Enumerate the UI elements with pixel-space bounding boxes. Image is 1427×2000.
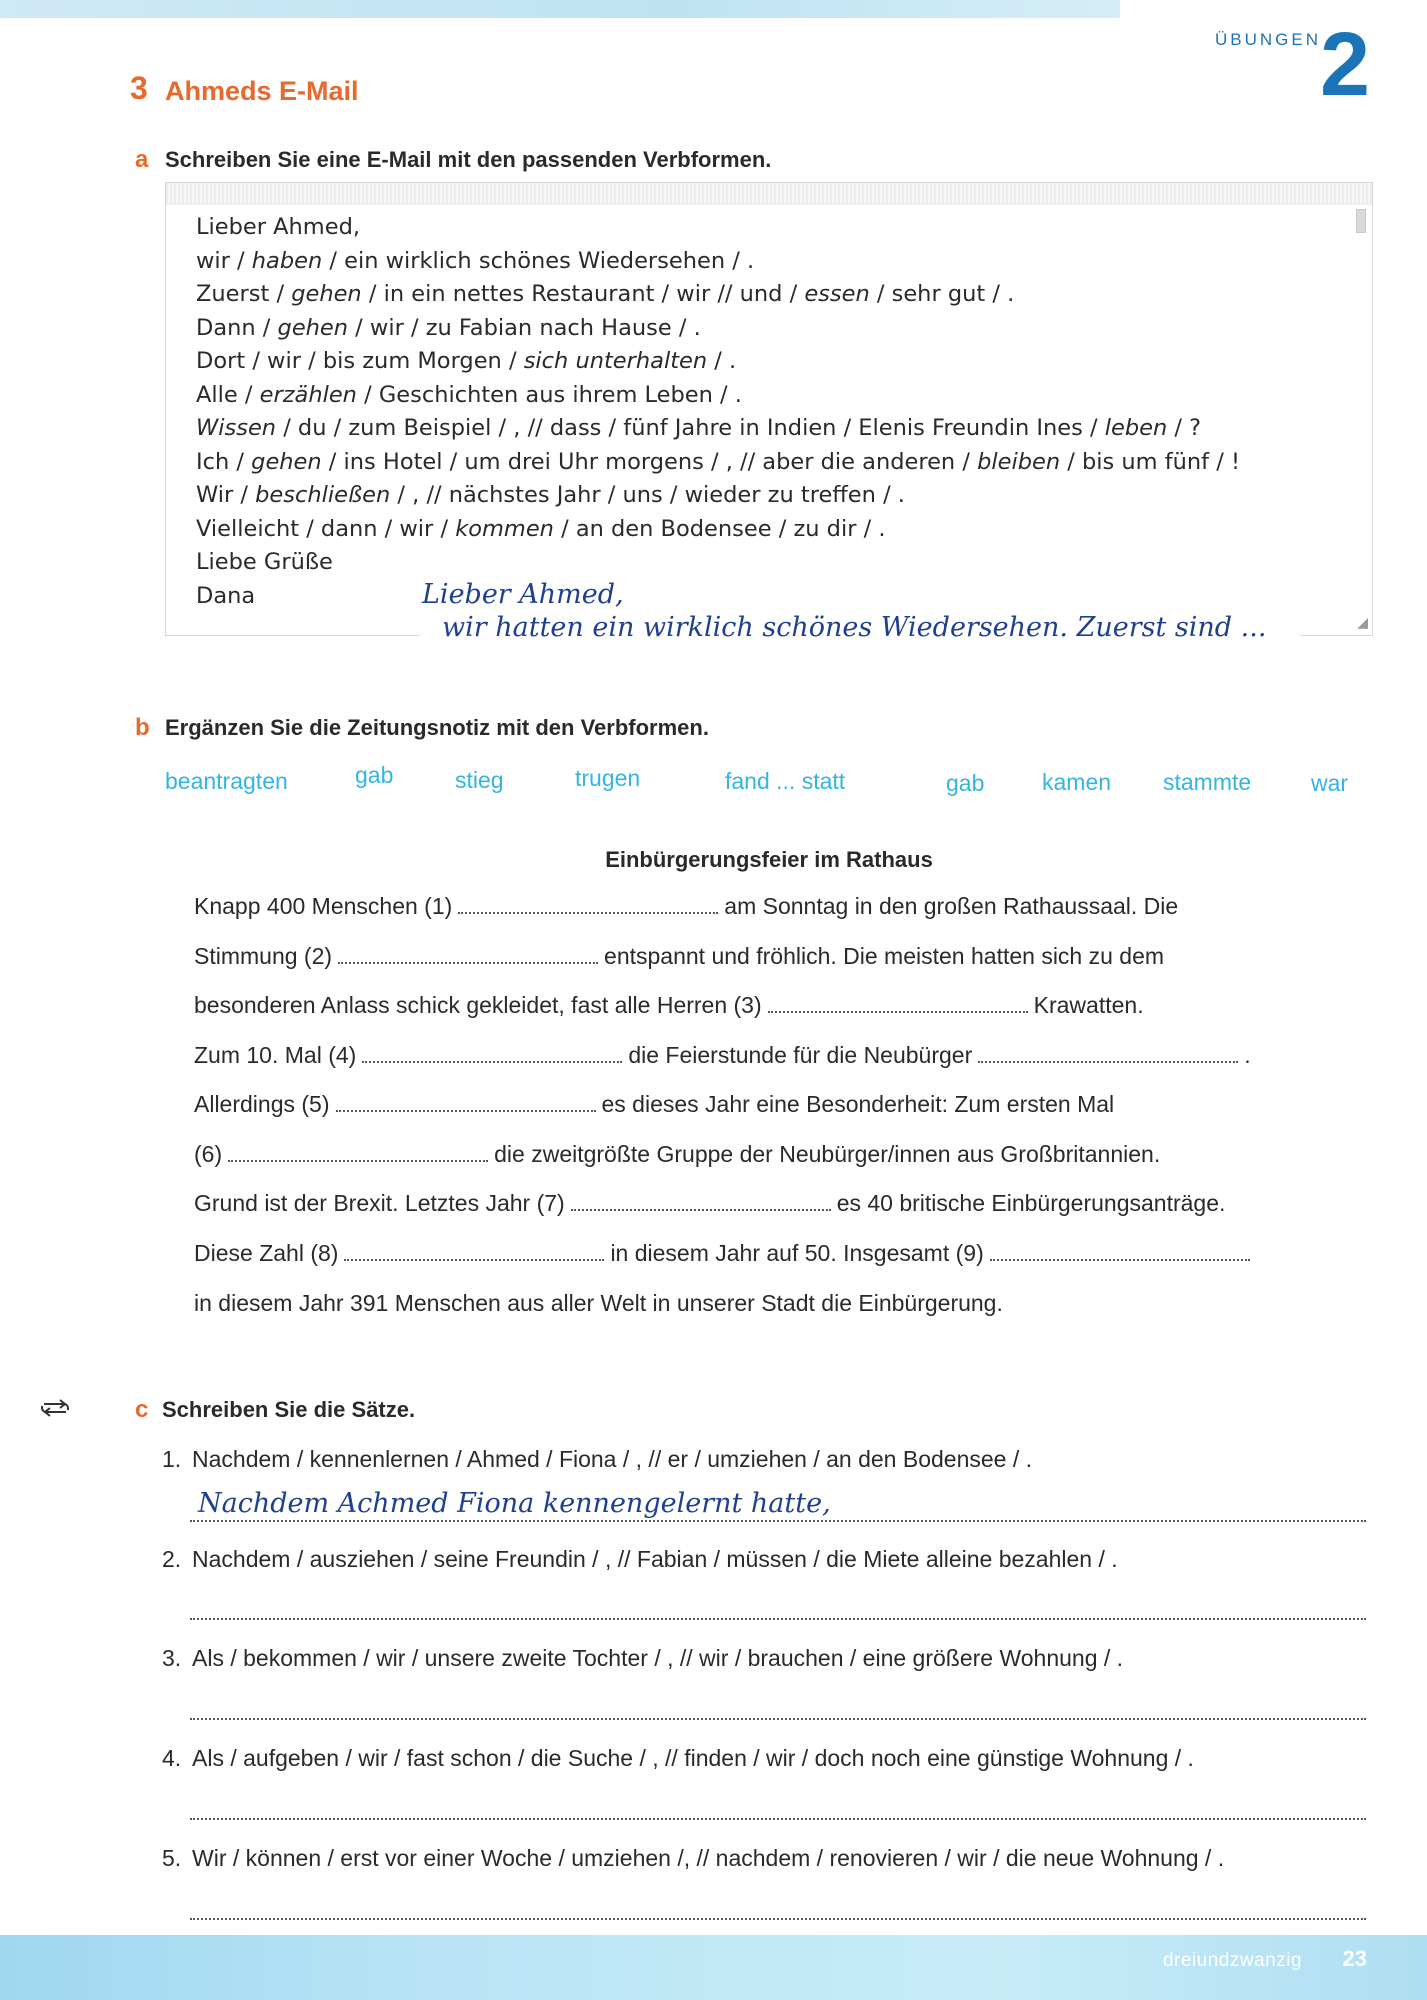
sentence-text: Wir / können / erst vor einer Woche / umziehen /, // nachdem / renovieren / wir / die neue Wohnung / . bbox=[192, 1845, 1225, 1871]
page-number-word: dreiundzwanzig bbox=[1162, 1950, 1302, 1971]
fill-in-blank[interactable] bbox=[362, 1043, 622, 1063]
email-line bbox=[196, 245, 1240, 279]
exercise-title: Ahmeds E-Mail bbox=[165, 76, 359, 106]
top-color-band bbox=[0, 0, 1120, 18]
article-line bbox=[194, 1141, 1160, 1168]
sentence-prompt-5 bbox=[162, 1845, 1224, 1872]
email-text-segment: / ? bbox=[1167, 415, 1202, 441]
email-text-segment: / . bbox=[707, 348, 737, 374]
fill-in-blank[interactable] bbox=[571, 1191, 831, 1211]
email-line bbox=[196, 278, 1240, 312]
email-text-segment: / bis um fünf / ! bbox=[1060, 448, 1240, 475]
article-line bbox=[194, 893, 1178, 920]
article-text: es dieses Jahr eine Besonderheit: Zum ersten Mal bbox=[601, 1091, 1115, 1117]
verb-infinitive: bleiben bbox=[977, 448, 1061, 475]
email-prompt-text bbox=[196, 211, 1240, 613]
email-text-segment: Liebe Grüße bbox=[196, 549, 333, 575]
email-text-segment: / wir / zu Fabian nach Hause / . bbox=[348, 314, 701, 341]
fill-in-blank[interactable] bbox=[344, 1241, 604, 1261]
fill-in-blank[interactable] bbox=[228, 1142, 488, 1162]
verb-infinitive: sich unterhalten bbox=[523, 348, 708, 374]
word-bank-item: stieg bbox=[455, 767, 504, 793]
email-line bbox=[196, 211, 1240, 245]
email-text-segment: / , // nächstes Jahr / uns / wieder zu treffen / . bbox=[390, 482, 905, 508]
task-c-instruction: Schreiben Sie die Sätze. bbox=[162, 1397, 416, 1422]
task-b-letter: b bbox=[135, 714, 150, 741]
sentence-prompt-2 bbox=[162, 1546, 1118, 1573]
article-text: Allerdings (5) bbox=[194, 1091, 330, 1117]
article-line bbox=[194, 1190, 1225, 1217]
handwritten-line-2: wir hatten ein wirklich schönes Wiedersehen. Zuerst sind ... bbox=[442, 612, 1267, 643]
word-bank-item: gab bbox=[946, 770, 985, 796]
sentence-number: 3. bbox=[162, 1645, 182, 1671]
page-number: 23 bbox=[1342, 1946, 1367, 1971]
answer-line-2[interactable] bbox=[190, 1617, 1366, 1620]
resize-grip-icon[interactable]: ◢ bbox=[1357, 614, 1368, 630]
answer-line-5[interactable] bbox=[190, 1917, 1366, 1920]
sentence-prompt-3 bbox=[162, 1645, 1123, 1672]
email-text-segment: Zuerst / bbox=[196, 281, 292, 307]
article-text: Krawatten. bbox=[1033, 992, 1144, 1018]
handwritten-line-1: Lieber Ahmed, bbox=[422, 579, 624, 610]
email-text-segment: Vielleicht / dann / wir / bbox=[196, 515, 456, 542]
article-text: in diesem Jahr 391 Menschen aus aller Welt in unserer Stadt die Einbürgerung. bbox=[194, 1290, 1003, 1316]
answer-line-1[interactable] bbox=[190, 1519, 1366, 1522]
partner-exchange-icon bbox=[38, 1396, 72, 1418]
sentence-text: Nachdem / ausziehen / seine Freundin / , // Fabian / müssen / die Miete alleine bezahlen / . bbox=[192, 1546, 1118, 1572]
email-text-segment: / ein wirklich schönes Wiedersehen / . bbox=[322, 247, 755, 274]
article-text: Grund ist der Brexit. Letztes Jahr (7) bbox=[194, 1190, 565, 1216]
fill-in-blank[interactable] bbox=[336, 1092, 596, 1112]
fill-in-blank[interactable] bbox=[990, 1241, 1250, 1261]
word-bank-item: kamen bbox=[1042, 769, 1112, 795]
sentence-number: 5. bbox=[162, 1845, 182, 1871]
task-a-letter: a bbox=[135, 146, 149, 173]
email-text-segment: Wir / bbox=[196, 482, 256, 508]
email-line bbox=[196, 312, 1240, 346]
email-line bbox=[196, 412, 1240, 446]
textarea-toolbar bbox=[166, 183, 1372, 205]
answer-line-4[interactable] bbox=[190, 1817, 1366, 1820]
email-text-segment: Dana bbox=[196, 582, 256, 609]
sentence-text: Als / bekommen / wir / unsere zweite Tochter / , // wir / brauchen / eine größere Wohnung / . bbox=[192, 1645, 1124, 1671]
task-c-letter: c bbox=[135, 1396, 149, 1423]
word-bank-item: fand ... statt bbox=[725, 768, 846, 794]
email-text-segment: Lieber Ahmed, bbox=[196, 214, 361, 240]
scrollbar-thumb[interactable] bbox=[1356, 209, 1366, 233]
verb-infinitive: essen bbox=[804, 281, 870, 307]
sentence-text: Als / aufgeben / wir / fast schon / die Suche / , // finden / wir / doch noch eine günstige Wohnung / . bbox=[192, 1745, 1194, 1771]
answer-line-3[interactable] bbox=[190, 1717, 1366, 1720]
verb-infinitive: kommen bbox=[455, 515, 554, 542]
article-line bbox=[194, 943, 1164, 970]
sentence-number: 4. bbox=[162, 1745, 182, 1771]
task-a-instruction: Schreiben Sie eine E-Mail mit den passenden Verbformen. bbox=[165, 147, 772, 172]
sentence-number: 1. bbox=[162, 1446, 182, 1472]
verb-infinitive: beschließen bbox=[255, 482, 391, 508]
email-line bbox=[196, 513, 1240, 547]
article-text: in diesem Jahr auf 50. Insgesamt (9) bbox=[610, 1240, 984, 1266]
email-text-segment: Dann / bbox=[196, 314, 278, 341]
fill-in-blank[interactable] bbox=[338, 944, 598, 964]
word-bank-item: war bbox=[1311, 770, 1349, 796]
sentence-number: 2. bbox=[162, 1546, 182, 1572]
verb-infinitive: Wissen bbox=[196, 415, 277, 441]
article-line bbox=[194, 992, 1144, 1019]
section-label: ÜBUNGEN bbox=[1215, 30, 1322, 49]
email-text-segment: / ins Hotel / um drei Uhr morgens / , // aber die anderen / bbox=[321, 448, 978, 475]
email-text-segment: wir / bbox=[196, 247, 252, 274]
exercise-number: 3 bbox=[130, 70, 148, 106]
fill-in-blank[interactable] bbox=[768, 993, 1028, 1013]
email-text-segment: Dort / wir / bis zum Morgen / bbox=[196, 348, 524, 374]
article-text: entspannt und fröhlich. Die meisten hatten sich zu dem bbox=[604, 943, 1165, 969]
email-line bbox=[196, 345, 1240, 379]
article-line bbox=[194, 1042, 1251, 1069]
handwritten-email-start bbox=[420, 578, 1300, 650]
article-title: Einbürgerungsfeier im Rathaus bbox=[605, 847, 933, 872]
verb-infinitive: haben bbox=[251, 247, 323, 274]
verb-infinitive: gehen bbox=[291, 281, 362, 307]
article-line bbox=[194, 1240, 1256, 1267]
verb-infinitive: gehen bbox=[251, 448, 322, 475]
article-text: Zum 10. Mal (4) bbox=[194, 1042, 357, 1068]
word-bank-item: trugen bbox=[575, 765, 641, 791]
task-b-instruction: Ergänzen Sie die Zeitungsnotiz mit den Verbformen. bbox=[165, 715, 709, 740]
fill-in-blank[interactable] bbox=[458, 894, 718, 914]
article-text: die Feierstunde für die Neubürger bbox=[628, 1042, 973, 1068]
article-line bbox=[194, 1290, 1003, 1317]
email-text-segment: / in ein nettes Restaurant / wir // und / bbox=[361, 281, 805, 307]
verb-infinitive: gehen bbox=[277, 314, 349, 341]
email-line bbox=[196, 379, 1240, 413]
email-line bbox=[196, 546, 1240, 580]
email-textarea[interactable] bbox=[165, 182, 1373, 636]
email-text-segment: / sehr gut / . bbox=[869, 281, 1015, 307]
word-bank-item: gab bbox=[355, 762, 394, 788]
handwritten-answer-1: Nachdem Achmed Fiona kennengelernt hatte, bbox=[198, 1488, 831, 1519]
sentence-prompt-4 bbox=[162, 1745, 1194, 1772]
verb-infinitive: leben bbox=[1104, 415, 1168, 441]
article-text: . bbox=[1244, 1042, 1251, 1068]
article-text: am Sonntag in den großen Rathaussaal. Die bbox=[724, 893, 1179, 919]
article-text: die zweitgrößte Gruppe der Neubürger/innen aus Großbritannien. bbox=[494, 1141, 1161, 1167]
sentence-text: Nachdem / kennenlernen / Ahmed / Fiona / , // er / umziehen / an den Bodensee / . bbox=[192, 1446, 1033, 1472]
article-line bbox=[194, 1091, 1114, 1118]
email-text-segment: / an den Bodensee / zu dir / . bbox=[553, 515, 886, 542]
email-text-segment: / Geschichten aus ihrem Leben / . bbox=[356, 381, 742, 408]
article-text: Stimmung (2) bbox=[194, 943, 333, 969]
fill-in-blank[interactable] bbox=[978, 1043, 1238, 1063]
word-bank-item: beantragten bbox=[165, 768, 288, 794]
article-text: besonderen Anlass schick gekleidet, fast alle Herren (3) bbox=[194, 992, 762, 1018]
chapter-number: 2 bbox=[1320, 15, 1371, 115]
sentence-prompt-1 bbox=[162, 1446, 1032, 1473]
word-bank-item: stammte bbox=[1163, 769, 1252, 795]
article-text: Knapp 400 Menschen (1) bbox=[194, 893, 453, 919]
email-line bbox=[196, 479, 1240, 513]
email-text-segment: Ich / bbox=[196, 448, 252, 475]
verb-infinitive: erzählen bbox=[259, 381, 357, 408]
article-text: Diese Zahl (8) bbox=[194, 1240, 339, 1266]
email-text-segment: / du / zum Beispiel / , // dass / fünf Jahre in Indien / Elenis Freundin Ines / bbox=[276, 415, 1105, 441]
email-line bbox=[196, 446, 1240, 480]
email-text-segment: Alle / bbox=[196, 381, 260, 408]
article-text: (6) bbox=[194, 1141, 223, 1167]
article-text: es 40 britische Einbürgerungsanträge. bbox=[836, 1190, 1226, 1216]
